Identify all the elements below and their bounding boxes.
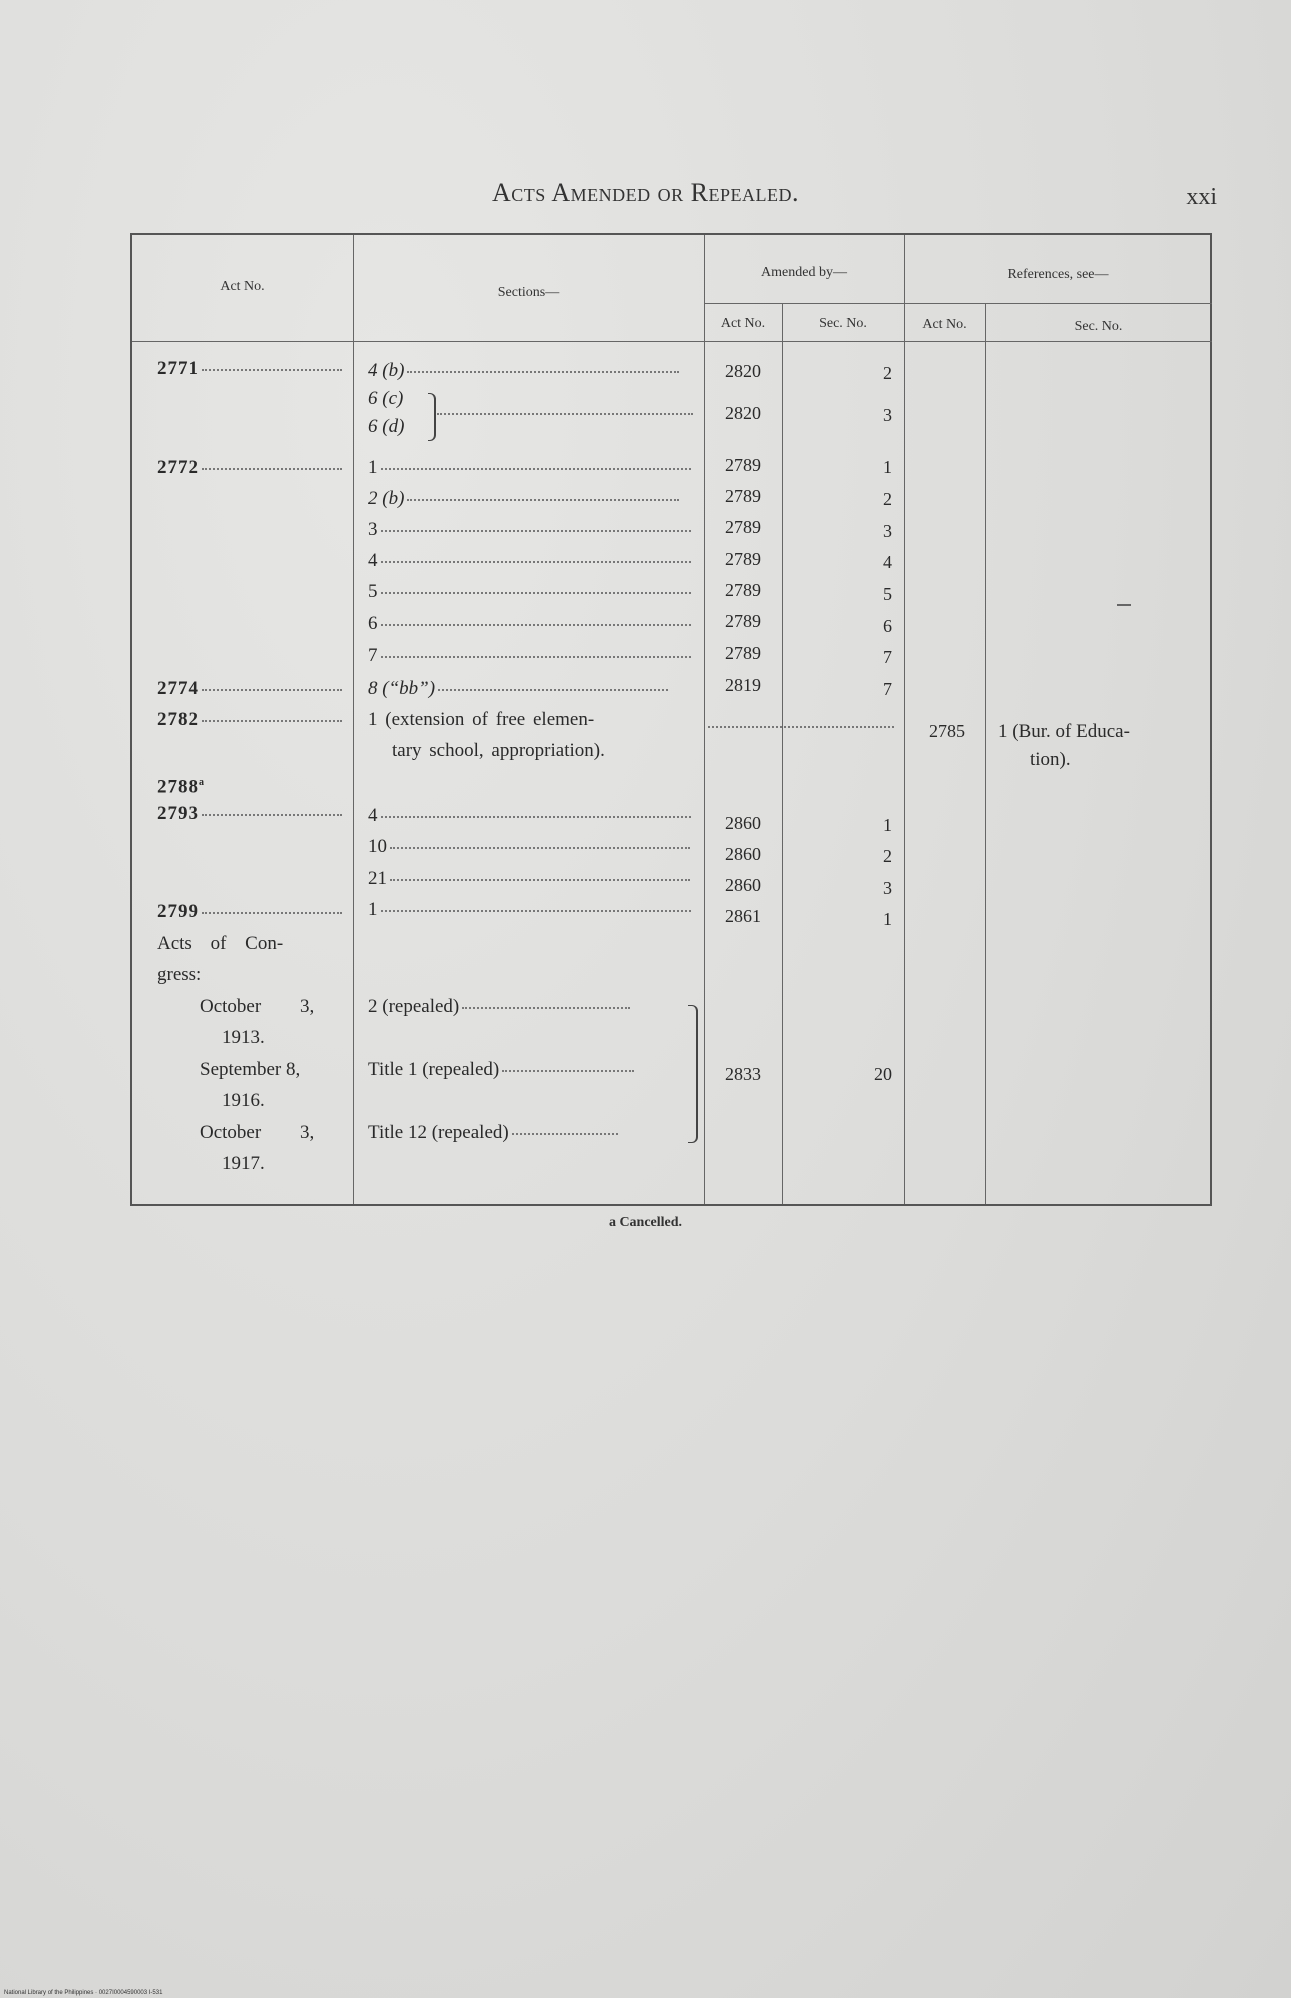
amended-act-no: 2789 (725, 517, 761, 537)
header-amended-sec-no: Sec. No. (819, 316, 867, 331)
amended-sec-no: 3 (883, 405, 892, 425)
page-title: Acts Amended or Repealed. (492, 178, 799, 207)
amended-sec-no: 2 (883, 489, 892, 509)
amended-sec-no: 3 (883, 521, 892, 541)
section-entry: 4 (368, 550, 691, 572)
footnote: a Cancelled. (608, 1215, 683, 1230)
header-divider (704, 303, 1212, 304)
stray-mark (1117, 604, 1131, 606)
amended-sec-no: 5 (883, 584, 892, 604)
section-entry: 1 (368, 899, 691, 921)
amended-sec-no: 1 (883, 457, 892, 477)
header-references-act-no: Act No. (922, 317, 967, 332)
congress-act-oct-1917: October 3, (200, 1122, 315, 1143)
section-entry-cont: tary school, appropriation). (392, 740, 605, 761)
amended-sec-no: 2 (883, 363, 892, 383)
footnote-mark: a (199, 777, 205, 788)
section-entry: 1 (368, 457, 691, 479)
column-divider (782, 303, 783, 1204)
amended-act-no: 2820 (725, 403, 761, 423)
amended-act-no: 2789 (725, 455, 761, 475)
reference-sec-no-cont: tion). (1030, 749, 1071, 770)
amended-act-no: 2789 (725, 549, 761, 569)
act-2774: 2774 (157, 678, 342, 700)
congress-brace (688, 1005, 698, 1143)
section-entry: 1 (extension of free elemen- (368, 709, 595, 730)
section-dots (434, 402, 693, 424)
header-amended-act-no: Act No. (720, 316, 766, 331)
congress-act-oct-1913: October 3, (200, 996, 315, 1017)
section-entry: 5 (368, 581, 691, 603)
congress-act-oct-1913-year: 1913. (222, 1027, 265, 1048)
acts-of-congress-label: Acts of Con- (157, 933, 284, 954)
scan-imprint: National Library of the Philippines · 0027I0004590003 I-531 (4, 1990, 163, 1996)
section-entry: 8 (“bb”) (368, 678, 668, 700)
amended-sec-no: 1 (883, 815, 892, 835)
amended-act-no: 2819 (725, 675, 761, 695)
page-number: xxi (1186, 184, 1217, 210)
amended-sec-no: 3 (883, 878, 892, 898)
act-2799: 2799 (157, 901, 342, 923)
amended-act-no: 2860 (725, 844, 761, 864)
congress-act-oct-1917-year: 1917. (222, 1153, 265, 1174)
header-references-sec-no: Sec. No. (1074, 319, 1123, 334)
act-2788: 2788$^a$ (157, 776, 205, 798)
act-2772: 2772 (157, 457, 342, 479)
section-entry: Title 12 (repealed) (368, 1122, 618, 1144)
section-entry: 6 (c) (368, 388, 404, 409)
amended-act-no: 2860 (725, 813, 761, 833)
header-sections: Sections— (497, 285, 560, 300)
section-entry: Title 1 (repealed) (368, 1059, 634, 1081)
reference-act-no: 2785 (929, 721, 965, 741)
amended-act-no: 2860 (725, 875, 761, 895)
header-act-no: Act No. (220, 279, 265, 294)
amended-sec-no: 1 (883, 909, 892, 929)
amended-empty-dots (708, 715, 894, 737)
amended-act-no: 2820 (725, 361, 761, 381)
column-divider (353, 235, 354, 1204)
amended-sec-no: 7 (883, 679, 892, 699)
section-entry: 6 (d) (368, 416, 405, 437)
section-entry: 3 (368, 519, 691, 541)
amended-act-no: 2789 (725, 643, 761, 663)
section-entry: 7 (368, 645, 691, 667)
column-divider (904, 235, 905, 1204)
act-2771: 2771 (157, 358, 342, 380)
header-references: References, see— (1007, 267, 1109, 282)
section-entry: 4 (b) (368, 360, 679, 382)
amended-sec-no: 4 (883, 552, 892, 572)
amended-sec-no: 20 (874, 1064, 892, 1084)
amended-act-no: 2789 (725, 486, 761, 506)
reference-sec-no: 1 (Bur. of Educa- (998, 721, 1130, 742)
amended-act-no: 2833 (725, 1064, 761, 1084)
amended-act-no: 2789 (725, 580, 761, 600)
act-2793: 2793 (157, 803, 342, 825)
section-entry: 2 (b) (368, 488, 679, 510)
amendments-table (130, 233, 1212, 1206)
section-entry: 21 (368, 868, 690, 890)
amended-sec-no: 2 (883, 846, 892, 866)
congress-act-sep-1916: September 8, (200, 1059, 301, 1080)
act-2782: 2782 (157, 709, 342, 731)
column-divider (704, 235, 705, 1204)
amended-sec-no: 7 (883, 647, 892, 667)
section-entry: 6 (368, 613, 691, 635)
section-entry: 4 (368, 805, 691, 827)
amended-sec-no: 6 (883, 616, 892, 636)
section-entry: 2 (repealed) (368, 996, 630, 1018)
amended-act-no: 2789 (725, 611, 761, 631)
amended-act-no: 2861 (725, 906, 761, 926)
header-amended-by: Amended by— (761, 265, 847, 280)
column-divider (985, 303, 986, 1204)
header-bottom-rule (132, 341, 1212, 342)
section-entry: 10 (368, 836, 690, 858)
acts-of-congress-label-cont: gress: (157, 964, 202, 985)
congress-act-sep-1916-year: 1916. (222, 1090, 265, 1111)
